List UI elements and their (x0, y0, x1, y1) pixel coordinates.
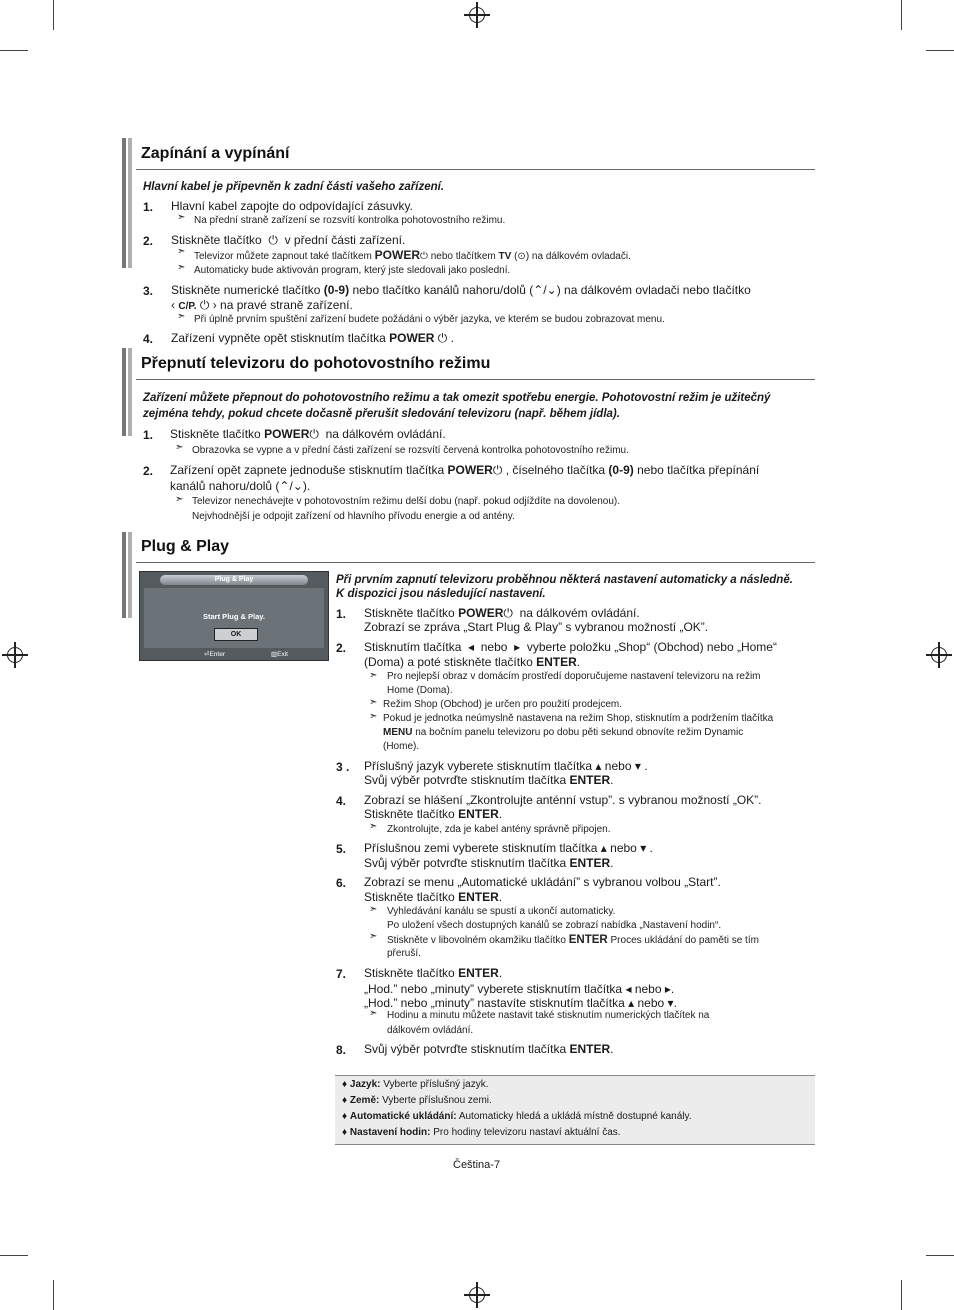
channel-updown-icon: ⌃/⌄ (533, 283, 557, 297)
step-number: 1. (336, 607, 347, 621)
note-arrow-icon: ➣ (369, 711, 378, 722)
section-title: Plug & Play (141, 538, 230, 555)
step-note: přeruší. (387, 948, 421, 959)
step-number: 8. (336, 1043, 347, 1057)
note-arrow-icon: ➣ (369, 931, 378, 942)
section-bar (122, 532, 126, 618)
step-text: Stiskněte tlačítko ENTER. (364, 966, 503, 980)
step-note: Po uložení všech dostupných kanálů se zobrazí nabídka „Nastavení hodin“. (387, 920, 722, 931)
step-text: Stiskněte tlačítko ENTER. (364, 890, 503, 904)
crop-mark (901, 1280, 902, 1310)
step-number: 5. (336, 842, 347, 856)
tv-menu-header: Plug & Play (160, 575, 308, 585)
section-bar (128, 138, 132, 268)
step-text: Stiskněte numerické tlačítko (0-9) nebo tlačítko kanálů nahoru/dolů (⌃/⌄) na dálkovém ovladači nebo tlačítko (171, 283, 751, 297)
step-note: (Home). (383, 741, 420, 752)
info-item: ♦ Nastavení hodin: Pro hodiny televizoru nastaví aktuální čas. (342, 1127, 621, 1138)
arrow-right-icon: ▸ (514, 640, 521, 654)
tv-enter-hint: ⏎Enter (204, 651, 225, 658)
arrow-up-icon: ▴ (600, 841, 607, 855)
section-bar (122, 348, 126, 436)
section-title: Zapínání a vypínání (141, 145, 290, 162)
arrow-up-icon: ▴ (628, 996, 635, 1010)
step-text: Zobrazí se menu „Automatické ukládání” s vybranou volbou „Start”. (364, 875, 721, 889)
step-number: 4. (143, 332, 154, 346)
section-intro: K dispozici jsou následující nastavení. (336, 588, 546, 600)
info-box (335, 1075, 815, 1145)
step-number: 3 . (336, 760, 350, 774)
step-text: kanálů nahoru/dolů (⌃/⌄). (170, 479, 311, 493)
tv-message: Start Plug & Play. (203, 612, 265, 621)
power-icon: ⏻ (309, 427, 319, 441)
exit-icon: ▥ (271, 651, 278, 658)
crop-mark (926, 1255, 954, 1256)
channel-updown-icon: ⌃/⌄ (279, 479, 303, 493)
crop-mark (0, 1255, 28, 1256)
step-number: 4. (336, 794, 347, 808)
note-arrow-icon: ➣ (175, 442, 184, 453)
power-icon: ⏻ (420, 251, 428, 262)
note-arrow-icon: ➣ (177, 246, 186, 257)
step-note: Televizor nenechávejte v pohotovostním režimu delší dobu (např. pokud odjíždíte na dovolenou). (192, 496, 621, 507)
power-icon: ⏻ (265, 233, 282, 247)
diamond-bullet-icon: ♦ (342, 1111, 348, 1122)
crop-mark (53, 1280, 54, 1310)
note-arrow-icon: ➣ (369, 904, 378, 915)
crop-mark (926, 50, 954, 51)
info-item: ♦ Země: Vyberte příslušnou zemi. (342, 1095, 492, 1106)
diamond-bullet-icon: ♦ (342, 1127, 348, 1138)
step-note: Vyhledávání kanálu se spustí a ukončí automaticky. (387, 906, 616, 917)
step-note: Hodinu a minutu můžete nastavit také stisknutím numerických tlačítek na (387, 1010, 710, 1021)
step-text: Zařízení opět zapnete jednoduše stisknutím tlačítka POWER⏻ , číselného tlačítka (0-9) nebo tlačítka přepínání (170, 463, 760, 477)
section-bar (128, 348, 132, 436)
registration-mark-icon (929, 645, 949, 665)
section-intro: Při prvním zapnutí televizoru proběhnou některá nastavení automaticky a následně. (336, 574, 793, 586)
step-text: Příslušnou zemi vyberete stisknutím tlačítka ▴ nebo ▾ . (364, 841, 653, 855)
power-icon: ⏻ (199, 298, 210, 312)
crop-mark (0, 50, 28, 51)
step-text: „Hod.” nebo „minuty” vyberete stisknutím tlačítka ◂ nebo ▸. (364, 982, 675, 996)
registration-mark-icon (467, 5, 487, 25)
step-number: 2. (143, 234, 154, 248)
tv-screen-preview (139, 571, 329, 661)
step-text: Stiskněte tlačítko ENTER. (364, 807, 503, 821)
section-intro: zejména tehdy, pokud chcete dočasně přerušit sledování televizoru (např. během jídla). (143, 408, 620, 420)
arrow-left-icon: ◂ (468, 640, 475, 654)
step-number: 2. (143, 464, 154, 478)
tv-button-icon: ⊙ (517, 251, 526, 262)
diamond-bullet-icon: ♦ (342, 1095, 348, 1106)
step-note: Zkontrolujte, zda je kabel antény správně připojen. (387, 824, 611, 835)
tv-exit-hint: ▥Exit (271, 651, 288, 658)
step-note: dálkovém ovládání. (387, 1025, 474, 1036)
step-note: Na přední straně zařízení se rozsvítí kontrolka pohotovostního režimu. (194, 215, 506, 226)
chevron-right-icon: › (212, 298, 217, 312)
step-note: Režim Shop (Obchod) je určen pro použití prodejcem. (383, 699, 623, 710)
note-arrow-icon: ➣ (177, 212, 186, 223)
note-arrow-icon: ➣ (369, 697, 378, 708)
arrow-up-icon: ▴ (595, 759, 602, 773)
step-text: Stisknutím tlačítka ◂ nebo ▸ vyberte položku „Shop“ (Obchod) nebo „Home“ (364, 640, 777, 654)
power-icon: ⏻ (492, 463, 503, 477)
registration-mark-icon (5, 645, 25, 665)
step-note: Pokud je jednotka neúmyslně nastavena na režim Shop, stisknutím a podržením tlačítka (383, 713, 774, 724)
note-arrow-icon: ➣ (177, 262, 186, 273)
step-text: Stiskněte tlačítko POWER⏻ na dálkovém ovládání. (170, 427, 446, 441)
step-text: Příslušný jazyk vyberete stisknutím tlačítka ▴ nebo ▾ . (364, 759, 648, 773)
step-text: Zobrazí se hlášení „Zkontrolujte anténní vstup”. s vybranou možností „OK”. (364, 793, 762, 807)
page-footer: Čeština-7 (453, 1159, 501, 1171)
note-arrow-icon: ➣ (369, 1008, 378, 1019)
crop-mark (53, 0, 54, 30)
step-note: Obrazovka se vypne a v přední části zařízení se rozsvítí červená kontrolka pohotovostního režimu. (192, 445, 629, 456)
section-underline (136, 169, 815, 170)
step-number: 3. (143, 284, 154, 298)
step-text: Svůj výběr potvrďte stisknutím tlačítka ENTER. (364, 856, 614, 870)
step-number: 1. (143, 200, 154, 214)
step-text: Stiskněte tlačítko ⏻ v přední části zařízení. (171, 233, 406, 247)
step-note: Home (Doma). (387, 685, 453, 696)
section-title: Přepnutí televizoru do pohotovostního režimu (141, 355, 491, 372)
step-number: 6. (336, 876, 347, 890)
note-arrow-icon: ➣ (177, 311, 186, 322)
step-text: Zobrazí se zpráva „Start Plug & Play” s vybranou možností „OK”. (364, 620, 709, 634)
diamond-bullet-icon: ♦ (342, 1079, 348, 1090)
section-bar (128, 532, 132, 618)
crop-mark (901, 0, 902, 30)
step-text: Svůj výběr potvrďte stisknutím tlačítka ENTER. (364, 773, 614, 787)
arrow-down-icon: ▾ (667, 996, 674, 1010)
arrow-down-icon: ▾ (640, 841, 647, 855)
step-number: 7. (336, 967, 347, 981)
step-note: MENU na bočním panelu televizoru po dobu pěti sekund obnovíte režim Dynamic (383, 727, 744, 738)
step-text: ‹ C/P. ⏻ › na pravé straně zařízení. (171, 298, 353, 312)
arrow-right-icon: ▸ (664, 982, 671, 996)
section-underline (136, 379, 815, 380)
info-item: ♦ Jazyk: Vyberte příslušný jazyk. (342, 1079, 489, 1090)
step-number: 1. (143, 428, 154, 442)
arrow-down-icon: ▾ (634, 759, 641, 773)
step-text: Stiskněte tlačítko POWER⏻ na dálkovém ovládání. (364, 606, 640, 620)
chevron-left-icon: ‹ (171, 298, 175, 312)
enter-icon: ⏎ (204, 651, 210, 658)
step-text: (Doma) a poté stiskněte tlačítko ENTER. (364, 655, 581, 669)
step-note: Při úplně prvním spuštění zařízení budete požádáni o výběr jazyka, ve kterém se budou zobrazovat menu. (194, 314, 665, 325)
step-note: Pro nejlepší obraz v domácím prostředí doporučujeme nastavení televizoru na režim (387, 671, 761, 682)
step-note: Nejvhodnější je odpojit zařízení od hlavního přívodu energie a od antény. (192, 511, 515, 522)
step-text: „Hod.” nebo „minuty” nastavíte stisknutím tlačítka ▴ nebo ▾. (364, 996, 677, 1010)
section-intro: Zařízení můžete přepnout do pohotovostního režimu a tak omezit spotřebu energie. Pohotovostní režim je užitečný (143, 392, 771, 404)
power-icon: ⏻ (437, 331, 448, 345)
step-text: Svůj výběr potvrďte stisknutím tlačítka ENTER. (364, 1042, 614, 1056)
section-bar (122, 138, 126, 268)
tv-dialog-body (144, 588, 324, 648)
power-icon: ⏻ (503, 606, 513, 620)
step-note: Automaticky bude aktivován program, který jste sledovali jako poslední. (194, 265, 511, 276)
section-intro: Hlavní kabel je připevněn k zadní části vašeho zařízení. (143, 181, 445, 193)
section-underline (136, 562, 815, 563)
step-number: 2. (336, 641, 347, 655)
step-text: Hlavní kabel zapojte do odpovídající zásuvky. (171, 199, 413, 213)
tv-ok-button: OK (214, 628, 258, 641)
registration-mark-icon (467, 1285, 487, 1305)
arrow-left-icon: ◂ (625, 982, 632, 996)
note-arrow-icon: ➣ (369, 670, 378, 681)
note-arrow-icon: ➣ (175, 494, 184, 505)
step-note: Televizor můžete zapnout také tlačítkem POWER⏻ nebo tlačítkem TV (⊙) na dálkovém ovladači. (194, 248, 631, 262)
note-arrow-icon: ➣ (369, 821, 378, 832)
info-item: ♦ Automatické ukládání: Automaticky hledá a ukládá místně dostupné kanály. (342, 1111, 692, 1122)
step-text: Zařízení vypněte opět stisknutím tlačítka POWER ⏻ . (171, 331, 454, 345)
step-note: Stiskněte v libovolném okamžiku tlačítko ENTER Proces ukládání do paměti se tím (387, 934, 759, 946)
